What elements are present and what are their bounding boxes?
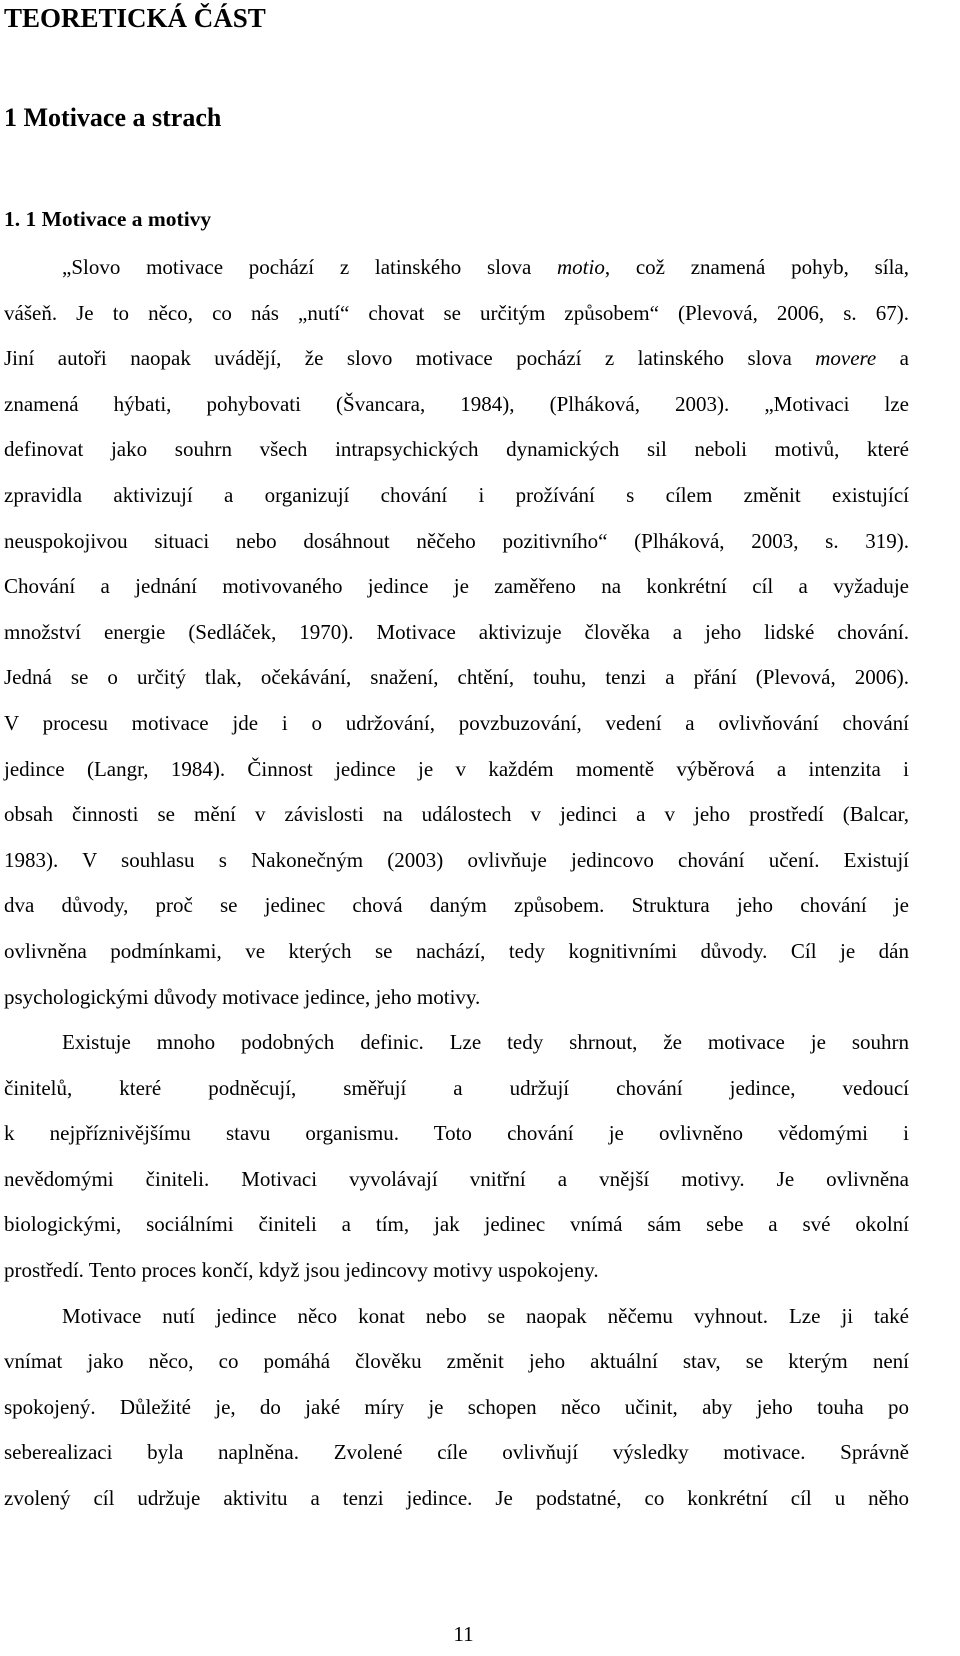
text-line bbox=[4, 710, 909, 756]
text-run: spokojený. Důležité je, do jaké míry je schopen něco učinit, aby jeho touha po bbox=[4, 1394, 909, 1419]
text-line bbox=[4, 1485, 909, 1531]
text-run: ovlivněna podmínkami, ve kterých se nachází, tedy kognitivními důvody. Cíl je dán bbox=[4, 938, 909, 963]
part-heading: TEORETICKÁ ČÁST bbox=[4, 3, 266, 33]
text-run: k nejpříznivějšímu stavu organismu. Toto chování je ovlivněno vědomými i bbox=[4, 1121, 909, 1146]
text-line bbox=[4, 391, 909, 437]
text-line bbox=[4, 847, 909, 893]
text-run: seberealizaci byla naplněna. Zvolené cíle ovlivňují výsledky motivace. Správně bbox=[4, 1440, 909, 1465]
text-run: obsah činnosti se mění v závislosti na událostech v jedinci a v jeho prostředí (Balcar, bbox=[4, 802, 909, 827]
text-line bbox=[4, 1029, 909, 1075]
text-run: Chování a jednání motivovaného jedince je zaměřeno na konkrétní cíl a vyžaduje bbox=[4, 574, 909, 599]
text-run: nevědomými činiteli. Motivaci vyvolávají vnitřní a vnější motivy. Je ovlivněna bbox=[4, 1166, 909, 1191]
text-line bbox=[4, 619, 909, 665]
text-line bbox=[4, 482, 909, 528]
text-run: 1983). V souhlasu s Nakonečným (2003) ovlivňuje jedincovo chování učení. Existují bbox=[4, 847, 909, 872]
text-run: množství energie (Sedláček, 1970). Motivace aktivizuje člověka a jeho lidské chování. bbox=[4, 619, 909, 644]
text-run: „Slovo motivace pochází z latinského slova bbox=[62, 255, 558, 279]
text-line bbox=[4, 436, 909, 482]
text-line bbox=[4, 300, 909, 346]
text-line bbox=[4, 1439, 909, 1485]
text-run: V procesu motivace jde i o udržování, povzbuzování, vedení a ovlivňování chování bbox=[4, 710, 909, 735]
text-line bbox=[4, 1166, 909, 1212]
text-line bbox=[4, 1211, 909, 1257]
text-run: psychologickými důvody motivace jedince, jeho motivy. bbox=[4, 984, 481, 1009]
text-line bbox=[4, 528, 909, 574]
page-number: 11 bbox=[453, 1622, 474, 1646]
text-line bbox=[4, 254, 909, 300]
text-run: neuspokojivou situaci nebo dosáhnout něčeho pozitivního“ (Plháková, 2003, s. 319). bbox=[4, 528, 909, 553]
text-line bbox=[4, 1394, 909, 1440]
text-run: prostředí. Tento proces končí, když jsou jedincovy motivy uspokojeny. bbox=[4, 1258, 599, 1283]
body-text bbox=[4, 254, 909, 1531]
text-line bbox=[4, 801, 909, 847]
text-run: zvolený cíl udržuje aktivitu a tenzi jedince. Je podstatné, co konkrétní cíl u něho bbox=[4, 1486, 909, 1511]
italic-term: motio bbox=[557, 255, 605, 279]
text-line bbox=[4, 1303, 909, 1349]
text-run: Jiní autoři naopak uvádějí, že slovo motivace pochází z latinského slova bbox=[4, 346, 816, 371]
text-run: Existuje mnoho podobných definic. Lze tedy shrnout, že motivace je souhrn bbox=[62, 1030, 909, 1055]
text-run: znamená hýbati, pohybovati (Švancara, 1984), (Plháková, 2003). „Motivaci lze bbox=[4, 391, 909, 416]
text-run: definovat jako souhrn všech intrapsychických dynamických sil neboli motivů, které bbox=[4, 437, 909, 462]
text-line bbox=[4, 1075, 909, 1121]
text-run: a bbox=[876, 346, 909, 371]
section-heading: 1. 1 Motivace a motivy bbox=[4, 207, 212, 231]
text-run: Motivace nutí jedince něco konat nebo se naopak něčemu vyhnout. Lze ji také bbox=[62, 1303, 909, 1328]
text-run: vášeň. Je to něco, co nás „nutí“ chovat se určitým způsobem“ (Plevová, 2006, s. 67). bbox=[4, 300, 909, 325]
text-line bbox=[4, 984, 909, 1030]
text-line bbox=[4, 938, 909, 984]
text-run: činitelů, které podněcují, směřují a udržují chování jedince, vedoucí bbox=[4, 1075, 909, 1100]
text-run: biologickými, sociálními činiteli a tím, jak jedinec vnímá sám sebe a své okolní bbox=[4, 1212, 909, 1237]
text-run: dva důvody, proč se jedinec chová daným způsobem. Struktura jeho chování je bbox=[4, 893, 909, 918]
text-line bbox=[4, 664, 909, 710]
text-line bbox=[4, 573, 909, 619]
text-run: zpravidla aktivizují a organizují chování i prožívání s cílem změnit existující bbox=[4, 482, 909, 507]
text-line bbox=[4, 345, 909, 391]
text-run: vnímat jako něco, co pomáhá člověku změnit jeho aktuální stav, se kterým není bbox=[4, 1349, 909, 1374]
text-line bbox=[4, 892, 909, 938]
chapter-heading: 1 Motivace a strach bbox=[4, 103, 222, 132]
text-line bbox=[4, 1120, 909, 1166]
text-line bbox=[4, 1348, 909, 1394]
text-run: jedince (Langr, 1984). Činnost jedince je v každém momentě výběrová a intenzita i bbox=[4, 756, 909, 781]
text-run: Jedná se o určitý tlak, očekávání, snažení, chtění, touhu, tenzi a přání (Plevová, 2006). bbox=[4, 665, 909, 690]
text-run: , což znamená pohyb, síla, bbox=[604, 255, 909, 279]
text-line bbox=[4, 1257, 909, 1303]
italic-term: movere bbox=[815, 346, 877, 371]
text-line bbox=[4, 756, 909, 802]
